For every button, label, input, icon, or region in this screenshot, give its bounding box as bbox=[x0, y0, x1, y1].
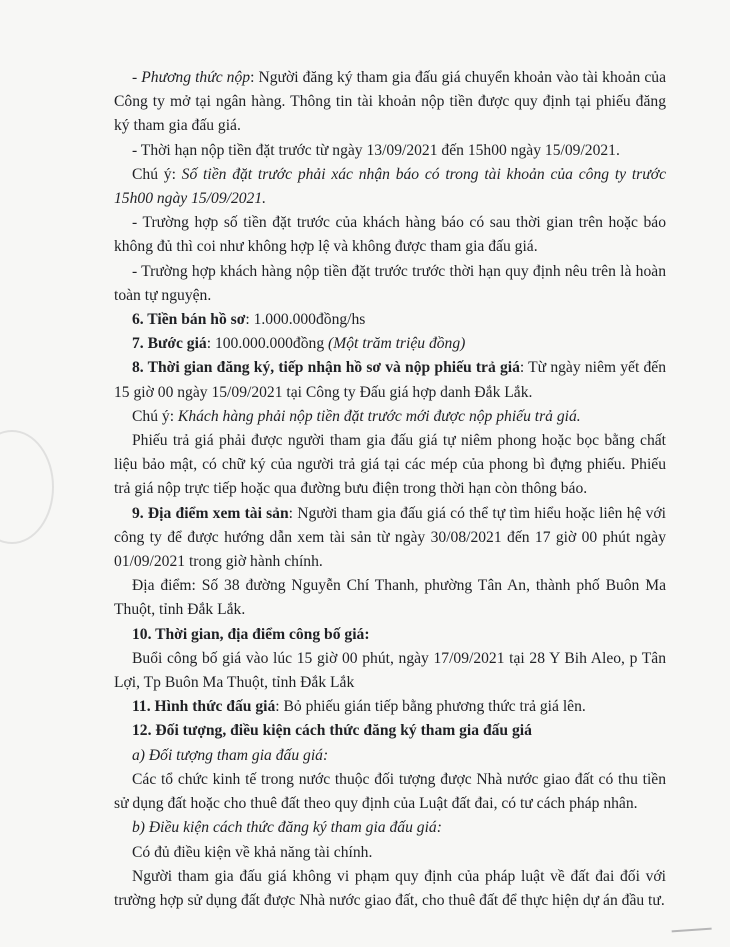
section-8-text: : Từ ngày niêm yết đến 15 giờ 00 ngày 15/09/2021 tại Công ty Đấu giá hợp danh Đắk Lắk. bbox=[114, 359, 666, 401]
deposit-note-text: Số tiền đặt trước phải xác nhận báo có trong tài khoản của công ty trước 15h00 ngày 15/09/2021. bbox=[114, 165, 666, 208]
section-12b-text-2: Người tham gia đấu giá không vi phạm quy định của pháp luật về đất đai đối với trường hợp sử dụng đất được Nhà nước giao đất, cho thuê đất để thực hiện dự án đầu tư. bbox=[114, 867, 666, 909]
deposit-note-paragraph bbox=[114, 163, 666, 211]
section-7-note: (Một trăm triệu đồng) bbox=[328, 335, 466, 353]
late-deposit-paragraph: - Trường hợp số tiền đặt trước của khách hàng báo có sau thời gian trên hoặc báo không đủ thì coi như không hợp lệ và không được tham gia đấu giá. bbox=[114, 214, 666, 256]
section-8 bbox=[114, 356, 666, 404]
payment-method-text: : Người đăng ký tham gia đấu giá chuyển khoản vào tài khoản của Công ty mở tại ngân hàng. Thông tin tài khoản nộp tiền được quy định tại phiếu đăng ký tham gia đấu giá. bbox=[114, 69, 666, 135]
section-11 bbox=[114, 695, 666, 719]
section-6 bbox=[114, 308, 666, 332]
section-11-text: : Bỏ phiếu gián tiếp bằng phương thức trả giá lên. bbox=[275, 698, 586, 716]
section-10-text: Buổi công bố giá vào lúc 15 giờ 00 phút, ngày 17/09/2021 tại 28 Y Bih Aleo, p Tân Lợi, Tp Buôn Ma Thuột, tỉnh Đắk Lắk bbox=[114, 649, 666, 692]
section-8-note-label: Chú ý: bbox=[132, 407, 175, 425]
section-6-title: 6. Tiền bán hồ sơ bbox=[132, 311, 246, 329]
document-body bbox=[114, 66, 666, 913]
section-12b-text-1: Có đủ điều kiện về khả năng tài chính. bbox=[132, 843, 373, 861]
section-10 bbox=[114, 623, 666, 647]
section-9 bbox=[114, 502, 666, 575]
faded-stamp-mark bbox=[0, 430, 54, 544]
section-9-title: 9. Địa điểm xem tài sản bbox=[132, 504, 289, 522]
section-8-note-text: Khách hàng phải nộp tiền đặt trước mới được nộp phiếu trả giá. bbox=[174, 407, 581, 425]
section-11-title: 11. Hình thức đấu giá bbox=[132, 698, 276, 716]
section-12b-title-text: b) Điều kiện cách thức đăng ký tham gia đấu giá: bbox=[132, 819, 442, 837]
section-12a-text: Các tổ chức kinh tế trong nước thuộc đối tượng được Nhà nước giao đất có thu tiền sử dụng đất hoặc cho thuê đất theo quy định của Luật đất đai, có tư cách pháp nhân. bbox=[114, 770, 666, 813]
page-corner-mark bbox=[672, 928, 713, 943]
payment-method-paragraph: - Phương thức nộp: Người đăng ký tham gia đấu giá chuyển khoản vào tài khoản của Công ty mở tại ngân hàng. Thông tin tài khoản nộp tiền được quy định tại phiếu đăng ký tham gia đấu giá. bbox=[114, 69, 666, 135]
deposit-deadline-paragraph: - Thời hạn nộp tiền đặt trước từ ngày 13/09/2021 đến 15h00 ngày 15/09/2021. bbox=[132, 141, 620, 159]
section-8-title: 8. Thời gian đăng ký, tiếp nhận hồ sơ và nộp phiếu trả giá bbox=[132, 359, 520, 377]
section-10-title: 10. Thời gian, địa điểm công bố giá: bbox=[132, 625, 370, 643]
deposit-note-label: Chú ý: bbox=[132, 165, 176, 183]
section-7 bbox=[114, 332, 666, 356]
section-12 bbox=[114, 719, 666, 743]
section-7-text: : 100.000.000đồng bbox=[206, 335, 329, 353]
section-12a-title-text: a) Đối tượng tham gia đấu giá: bbox=[132, 746, 329, 764]
section-9-text: : Người tham gia đấu giá có thể tự tìm hiểu hoặc liên hệ với công ty để được hướng dẫn xem tài sản từ ngày 30/08/2021 đến 17 giờ 00 phút ngày 01/09/2021 trong giờ hành chính. bbox=[114, 504, 667, 571]
section-7-title: 7. Bước giá bbox=[132, 335, 207, 353]
section-12b-title bbox=[114, 816, 666, 840]
section-8-note bbox=[114, 405, 666, 429]
section-6-text: : 1.000.000đồng/hs bbox=[245, 311, 366, 329]
section-9-address: Địa điểm: Số 38 đường Nguyễn Chí Thanh, phường Tân An, thành phố Buôn Ma Thuột, tỉnh Đắk Lắk. bbox=[114, 577, 666, 619]
section-12a-title bbox=[114, 744, 666, 768]
early-deposit-paragraph: - Trường hợp khách hàng nộp tiền đặt trước trước thời hạn quy định nêu trên là hoàn toàn tự nguyện. bbox=[114, 262, 666, 304]
section-8-paragraph-2: Phiếu trả giá phải được người tham gia đấu giá tự niêm phong hoặc bọc bằng chất liệu bảo mật, có chữ ký của người trả giá tại các mép của phong bì đựng phiếu. Phiếu trả giá nộp trực tiếp hoặc qua đường bưu điện trong thời hạn còn thông báo. bbox=[114, 432, 666, 498]
payment-method-label: Phương thức nộp bbox=[141, 69, 251, 86]
section-12-title: 12. Đối tượng, điều kiện cách thức đăng ký tham gia đấu giá bbox=[132, 722, 532, 740]
